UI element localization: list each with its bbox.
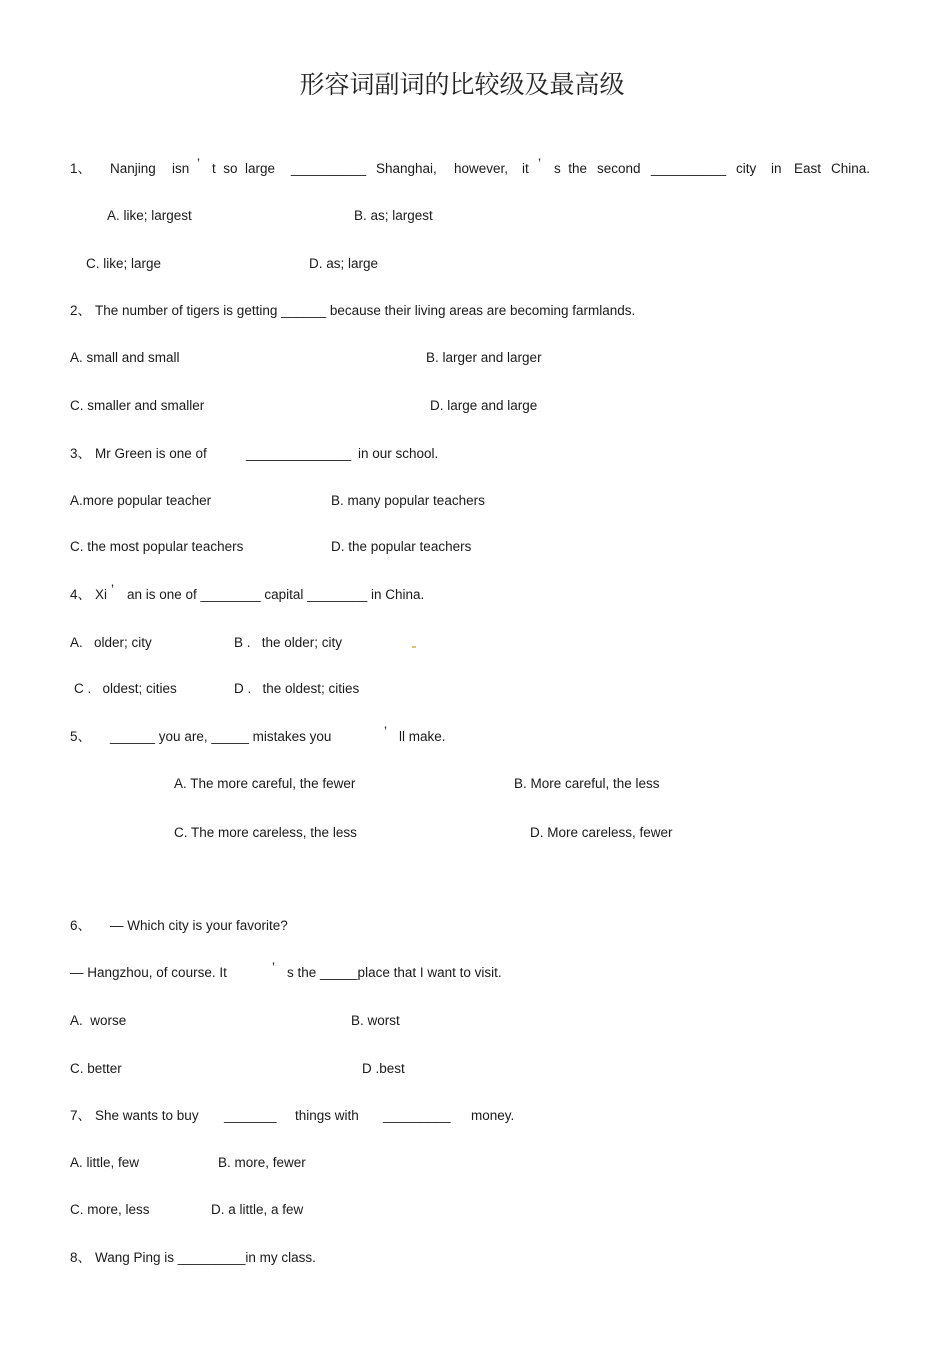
option-d: D. a little, a few [211,1202,304,1217]
q1-word: isn [172,161,190,176]
question-number: 6、 [70,918,92,933]
answer-blank: _______ [224,1108,277,1123]
q1-word: city [736,161,757,176]
question-stem: in our school. [358,446,439,461]
question-number: 7、 [70,1108,92,1123]
option-b: B. as; largest [354,208,433,223]
option-d: D .best [362,1061,405,1076]
option-d: D. the popular teachers [331,539,472,554]
question-stem: — Which city is your favorite? [110,918,288,933]
option-a: A. The more careful, the fewer [174,776,356,791]
option-d: D. as; large [309,256,379,271]
question-stem: things with [295,1108,359,1123]
question-stem: Xi [95,587,108,602]
option-a: A. small and small [70,350,180,365]
q1-word: Shanghai, [376,161,437,176]
option-b: B. More careful, the less [514,776,660,791]
q1-word: in [771,161,782,176]
answer-blank: ______________ [246,446,352,461]
option-a: A. like; largest [107,208,192,223]
question-stem: ______ you are, _____ mistakes you [110,729,332,744]
q1-word: however, [454,161,509,176]
question-number: 4、 [70,587,92,602]
question-stem: money. [471,1108,515,1123]
question-number: 1、 [70,161,92,176]
option-c: C . oldest; cities [74,681,177,696]
stray-mark [412,646,416,648]
option-a: A. little, few [70,1155,140,1170]
dialogue-reply: s the _____place that I want to visit. [287,965,502,980]
q1-word: Nanjing [110,161,156,176]
option-c: C. like; large [86,256,162,271]
option-d: D. large and large [430,398,538,413]
q1-word: East [794,161,822,176]
question-number: 5、 [70,729,92,744]
option-b: B. larger and larger [426,350,542,365]
option-b: B . the older; city [234,635,343,650]
option-c: C. The more careless, the less [174,825,357,840]
q1-blank: __________ [651,161,727,176]
option-b: B. more, fewer [218,1155,306,1170]
question-number: 8、 [70,1250,92,1265]
option-c: C. more, less [70,1202,150,1217]
question-number: 3、 [70,446,92,461]
question-stem: an is one of ________ capital ________ in China. [127,587,425,602]
q1-word: t so large [212,161,276,176]
question-stem: ll make. [399,729,446,744]
option-a: A. older; city [70,635,152,650]
answer-blank: _________ [383,1108,451,1123]
option-d: D . the oldest; cities [234,681,360,696]
option-c: C. the most popular teachers [70,539,244,554]
q1-word: it [522,161,529,176]
q1-word: second [597,161,641,176]
question-stem: Mr Green is one of [95,446,207,461]
question-stem: The number of tigers is getting ______ because their living areas are becoming farmlands. [95,303,636,318]
question-number: 2、 [70,303,92,318]
option-d: D. More careless, fewer [530,825,673,840]
option-c: C. better [70,1061,122,1076]
dialogue-reply: — Hangzhou, of course. It [70,965,227,980]
option-c: C. smaller and smaller [70,398,205,413]
q1-blank: __________ [291,161,367,176]
q1-word: s the [554,161,588,176]
q1-apostrophe: ’ [538,156,541,171]
option-a: A. worse [70,1013,127,1028]
option-b: B. many popular teachers [331,493,485,508]
question-stem: Wang Ping is _________in my class. [95,1250,316,1265]
option-a: A.more popular teacher [70,493,212,508]
option-b: B. worst [351,1013,400,1028]
apostrophe: ’ [272,960,275,975]
question-stem: She wants to buy [95,1108,199,1123]
apostrophe: ’ [384,724,387,739]
q1-apostrophe: ’ [197,156,200,171]
apostrophe: ’ [111,582,114,597]
page-title: 形容词副词的比较级及最高级 [299,70,625,99]
q1-word: China. [831,161,871,176]
